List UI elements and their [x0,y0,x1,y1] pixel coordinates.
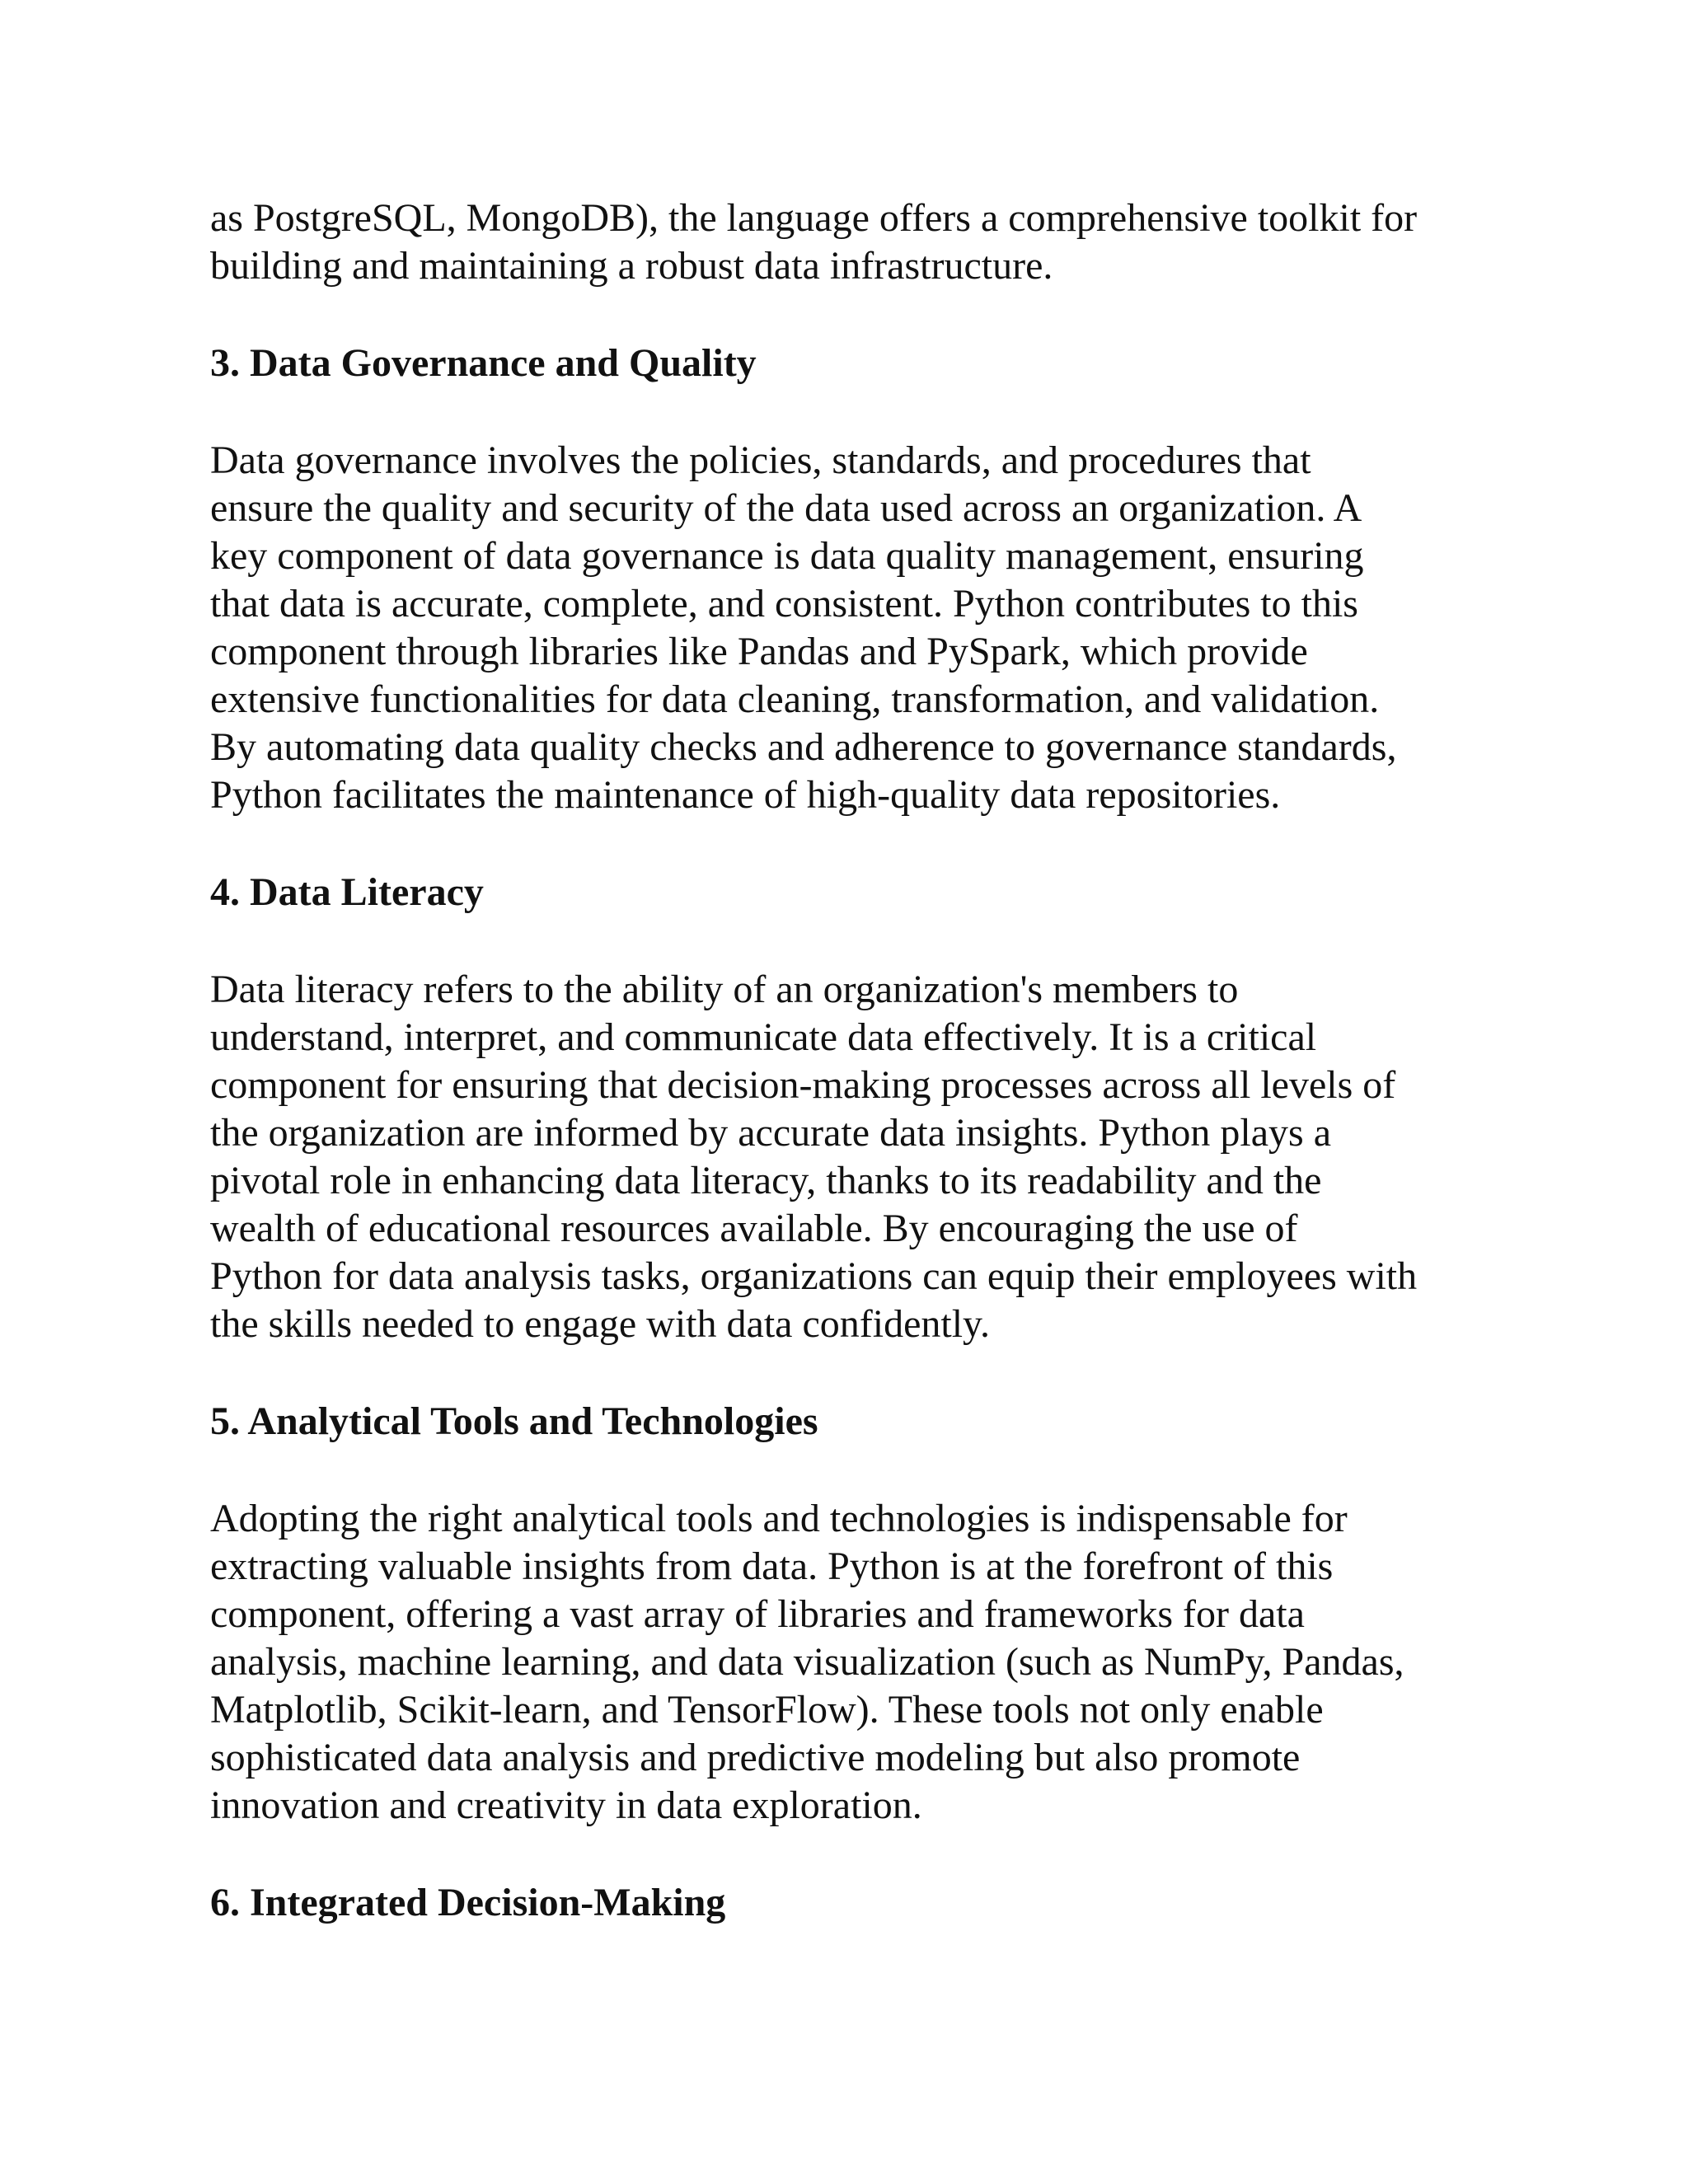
heading-data-literacy: 4. Data Literacy [210,870,484,914]
heading-data-governance: 3. Data Governance and Quality [210,341,757,385]
text-line: building and maintaining a robust data infrastructure. [210,244,1053,288]
text-line: key component of data governance is data quality management, ensuring [210,534,1364,578]
text-line: Python for data analysis tasks, organizations can equip their employees with [210,1254,1418,1298]
text-line: the skills needed to engage with data confidently. [210,1302,990,1346]
document-content [210,194,1496,1927]
text-line: Python facilitates the maintenance of high-quality data repositories. [210,773,1281,817]
text-line: component, offering a vast array of libraries and frameworks for data [210,1592,1305,1636]
text-line: that data is accurate, complete, and consistent. Python contributes to this [210,582,1358,626]
text-line: the organization are informed by accurate data insights. Python plays a [210,1111,1332,1155]
text-line: extensive functionalities for data cleaning, transformation, and validation. [210,677,1380,721]
paragraph-data-governance [210,437,1496,819]
text-line: By automating data quality checks and adherence to governance standards, [210,725,1397,769]
text-line: pivotal role in enhancing data literacy, thanks to its readability and the [210,1159,1322,1202]
text-line: component through libraries like Pandas and PySpark, which provide [210,630,1308,673]
text-line: wealth of educational resources available. By encouraging the use of [210,1207,1298,1250]
text-line: Adopting the right analytical tools and technologies is indispensable for [210,1497,1348,1540]
text-line: component for ensuring that decision-making processes across all levels of [210,1063,1396,1107]
text-line: sophisticated data analysis and predictive modeling but also promote [210,1736,1301,1779]
text-line: Matplotlib, Scikit-learn, and TensorFlow). These tools not only enable [210,1688,1324,1732]
text-line: extracting valuable insights from data. Python is at the forefront of this [210,1544,1334,1588]
text-line: Data literacy refers to the ability of an organization's members to [210,968,1239,1011]
text-line: Data governance involves the policies, standards, and procedures that [210,438,1311,482]
text-line: as PostgreSQL, MongoDB), the language offers a comprehensive toolkit for [210,196,1418,240]
text-line: innovation and creativity in data exploration. [210,1783,922,1827]
paragraph-data-literacy [210,966,1496,1348]
heading-analytical-tools: 5. Analytical Tools and Technologies [210,1399,818,1443]
paragraph-infrastructure-continued [210,194,1496,290]
text-line: understand, interpret, and communicate data effectively. It is a critical [210,1015,1317,1059]
paragraph-analytical-tools [210,1495,1496,1830]
heading-integrated-decision-making: 6. Integrated Decision-Making [210,1881,726,1924]
text-line: analysis, machine learning, and data visualization (such as NumPy, Pandas, [210,1640,1404,1684]
text-line: ensure the quality and security of the data used across an organization. A [210,486,1362,530]
